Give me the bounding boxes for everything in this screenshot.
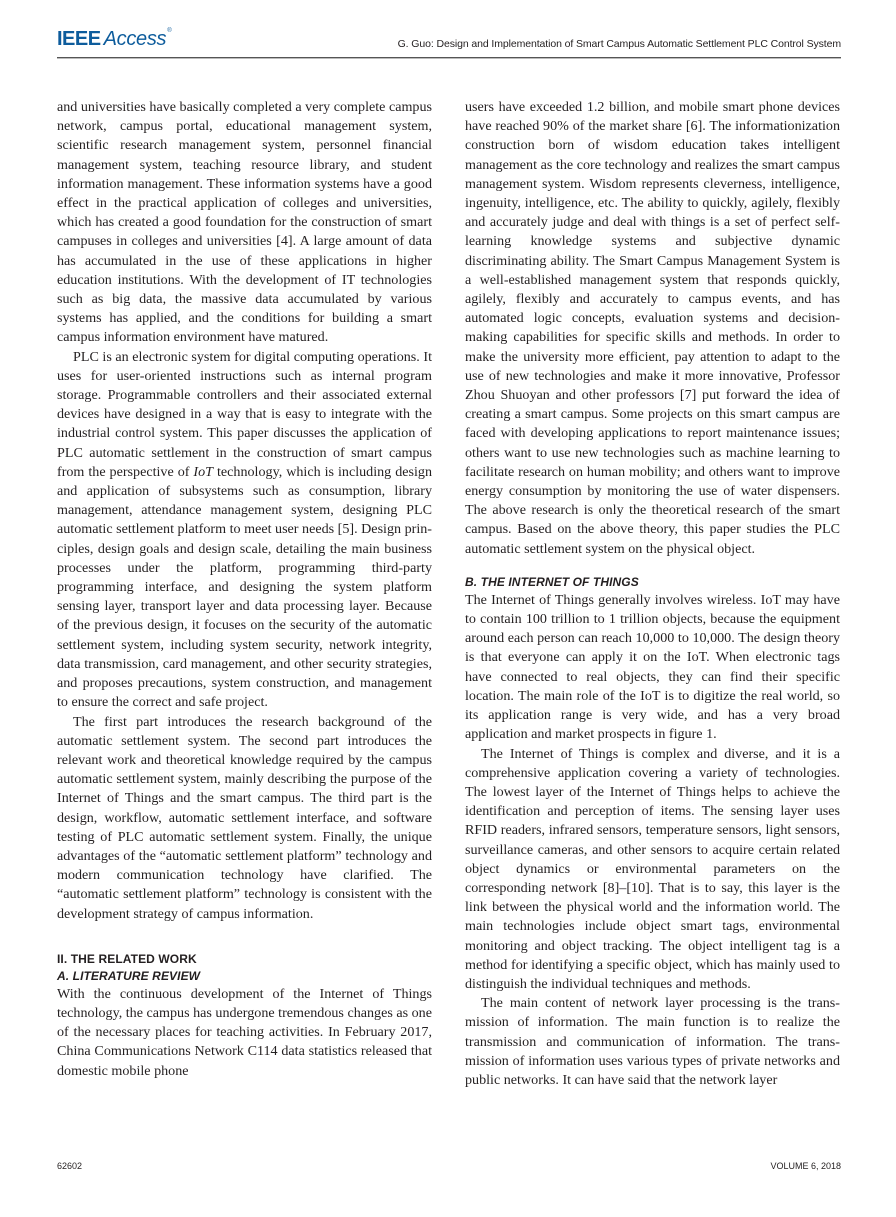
subsection-heading: B. THE INTERNET OF THINGS: [465, 574, 639, 589]
paragraph: The first part introduces the research background of the automatic settlement system. The second part introduces the relevant work and theoretical knowledge required by the campus automatic settlement system, mainly describing the purpose of the Internet of Things and the smart campus. The third part is the design, workflow, automatic settlement interface, and software testing of PLC automatic settlement system. Finally, the unique advantages of the “automatic settlement platform” technology and modern communication technology have clarified. The “automatic settlement platform” technology is consistent with the development strategy of campus information.: [57, 713, 432, 922]
subsection-heading: A. LITERATURE REVIEW: [57, 968, 201, 983]
paragraph: and universities have basically completed a very complete campus network, campus portal, educational management system, scientific research management system, personnel financial management system, teaching resource library, and student information management. These information systems have a good effect in the practical application of colleges and universities, which has created a good foundation for the construction of smart campuses in colleges and universities [4]. A large amount of data has accumulated in the use of these applications in higher education institutions. With the development of IT technologies such as big data, the massive data accumulated by various systems has applied, and the conditions for building a smart campus information environment have matured.: [57, 99, 432, 346]
paragraph: The Internet of Things is complex and diverse, and it is a comprehensive application covering a variety of technologies. The lowest layer of the Internet of Things helps to achieve the identification and perception of items. The sensing layer uses RFID readers, infrared sensors, temperature sensors, light sensors, surveillance cameras, and other sensors to acquire certain related object dynamics or environmental parameters on the corresponding network [8]–[10]. That is to say, this layer is the link between the physical world and the information world. The main technologies include object smart tags, environmental monitoring and object tracking. The object intelligent tag is a method for identifying a specific object, which has mainly used to distinguish the individual techniques and methods.: [465, 745, 840, 992]
right-column: [465, 98, 840, 1090]
section-spacer: [57, 924, 432, 951]
volume-info: VOLUME 6, 2018: [770, 1161, 841, 1171]
logo-access-text: Access: [103, 28, 167, 50]
paragraph: users have exceeded 1.2 billion, and mobile smart phone devices have reached 90% of the market share [6]. The informationization construction born of wisdom education takes intelligent management as the core technology and realizes the smart campus management system. Wisdom represents cleverness, intelligence, ingenuity, intelligence, etc. The ability to quickly, agilely, flexibly and accurately judge and deal with things is a set of perfect self-learning knowledge systems and subjective dynamic discriminating ability. The Smart Campus Management System is a well-established management system that responds quickly, agilely, flexibly and accurately to campus events, and has automated logic concepts, evaluation systems and decision-making capabilities for specific skills and methods. In order to make the university more efficient, pay attention to adapt to the use of new technologies and make it more innovative, Professor Zhou Shuoyan and other professors [7] put forward the idea of creating a smart campus. Some projects on this smart campus are faced with developing applications to report maintenance issues; others want to use new technologies such as machine learning to facilitate research on human mobility; and others want to improve energy consumption by monitoring the use of water dispensers. The above research is only the theoretical research of the smart campus. Based on the above theory, this paper studies the PLC automatic settlement system on the physical object.: [465, 99, 840, 557]
running-title: G. Guo: Design and Implementation of Smart Campus Automatic Settlement PLC Control System: [397, 38, 841, 50]
section-heading: II. THE RELATED WORK: [57, 951, 197, 966]
logo-trademark: ®: [167, 28, 172, 34]
paragraph: PLC is an electronic system for digital computing operations. It uses for user-oriented instructions such as internal program storage. Programmable controllers and their associated external devices have designed in a way that is easy to integrate with the industrial control system. This paper discusses the application of PLC automatic settlement in the construction of smart campus from the perspective of IoT technology, which is including design and application of subsystems such as consumption, library management, attendance management system, designing PLC automatic settlement platform to meet user needs [5]. Design principles, design goals and design scale, detailing the main business processes under the platform, programming third-party programming interface, and designing the system platform sensing layer, transport layer and data processing layer. Because of the previous design, it focuses on the security of the automatic settlement system, including system security, network integrity, data transmission, card management, and other security strategies, and proposes precautions, system construction, and management to ensure the correct and safe project.: [57, 348, 432, 711]
logo-ieee-text: IEEE: [57, 28, 101, 50]
left-column: [57, 98, 432, 1081]
section-spacer: [465, 559, 840, 573]
iot-italic-term: IoT: [193, 463, 214, 480]
page-number: 62602: [57, 1161, 83, 1171]
paragraph: The main content of network layer processing is the transmission of information. The main function is to realize the transmission and communication of information. The transmission of information uses various types of private networks and public networks. It can have said that the network layer: [465, 995, 840, 1088]
page-header: [57, 24, 841, 57]
paragraph: The Internet of Things generally involves wireless. IoT may have to contain 100 trillion to 1 trillion objects, because the equipment around each person can reach 10,000 to 10,000. The design theory is that everyone can apply it on the IoT. When electronic tags have connected to real objects, they can find their specific location. The main role of the IoT is to digitize the real world, so its application range is very wide, and has a very broad application and market prospects in figure 1.: [465, 591, 840, 743]
paragraph: With the continuous development of the Internet of Things technology, the campus has undergone tremendous changes as one of the necessary places for teaching activities. In February 2017, China Communications Network C114 data statistics released that domestic mobile phone: [57, 985, 432, 1079]
ieee-access-logo: [57, 28, 172, 51]
header-divider: [57, 57, 841, 59]
